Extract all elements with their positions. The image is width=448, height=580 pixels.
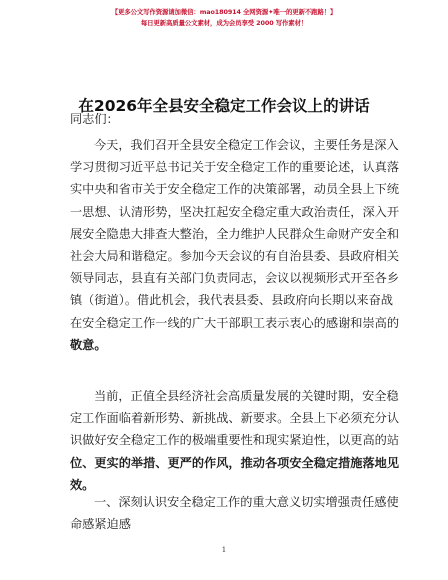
paragraph-line: 效。: [70, 477, 95, 492]
paragraph-line: 镇（街道）。借此机会，我代表县委、县政府向长期以来奋战: [70, 293, 393, 308]
promo-banner-line1: 【更多公文写作资源请加微信：mao180914 全网资源✦唯一的更新不跑路！】: [111, 8, 337, 16]
paragraph-line: 在安全稳定工作一线的广大干部职工表示衷心的感谢和崇高的: [70, 315, 400, 330]
paragraph-line: 当前，正值全县经济社会高质量发展的关键时期，安全稳: [94, 389, 399, 403]
paragraph-line: 展安全隐患大排查大整治，全力维护人民群众生命财产安全和: [70, 226, 400, 241]
paragraph-line: 定工作面临着新形势、新挑战、新要求。全县上下必须充分认: [70, 411, 400, 426]
paragraph-line: 识做好安全稳定工作的极端重要性和现实紧迫性，以更高的站: [70, 433, 400, 448]
paragraph-line: 领导同志，县直有关部门负责同志，会议以视频形式开至各乡: [70, 271, 400, 286]
page-number: 1: [221, 546, 227, 554]
paragraph-line: 一思想、认清形势，坚决扛起安全稳定重大政治责任，深入开: [70, 204, 400, 219]
paragraph-line: 位、更实的举措、更严的作风，推动各项安全稳定措施落地见: [70, 455, 400, 470]
paragraph-line: 实中央和省市关于安全稳定工作的决策部署，动员全县上下统: [70, 182, 400, 197]
paragraph-line: 敬意。: [70, 337, 107, 352]
paragraph-line: 学习贯彻习近平总书记关于安全稳定工作的重要论述，认真落: [70, 160, 400, 175]
promo-banner-line2: 每日更新高质量公文素材，成为会员享受 2000 写作素材！: [140, 19, 308, 27]
heading-line: 一、深刻认识安全稳定工作的重大意义切实增强责任感使: [94, 495, 399, 509]
heading-line: 命感紧迫感: [70, 517, 131, 532]
salutation: 同志们：: [70, 112, 119, 126]
document-title: 在2026年全县安全稳定工作会议上的讲话: [78, 97, 370, 115]
paragraph-current-situation: [70, 385, 400, 496]
paragraph-intro: [70, 134, 400, 356]
paragraph-line: 社会大局和谐稳定。参加今天会议的有自治县委、县政府相关: [70, 248, 400, 263]
paragraph-line: 今天，我们召开全县安全稳定工作会议，主要任务是深入: [94, 138, 399, 152]
section-heading-1: [70, 491, 399, 535]
